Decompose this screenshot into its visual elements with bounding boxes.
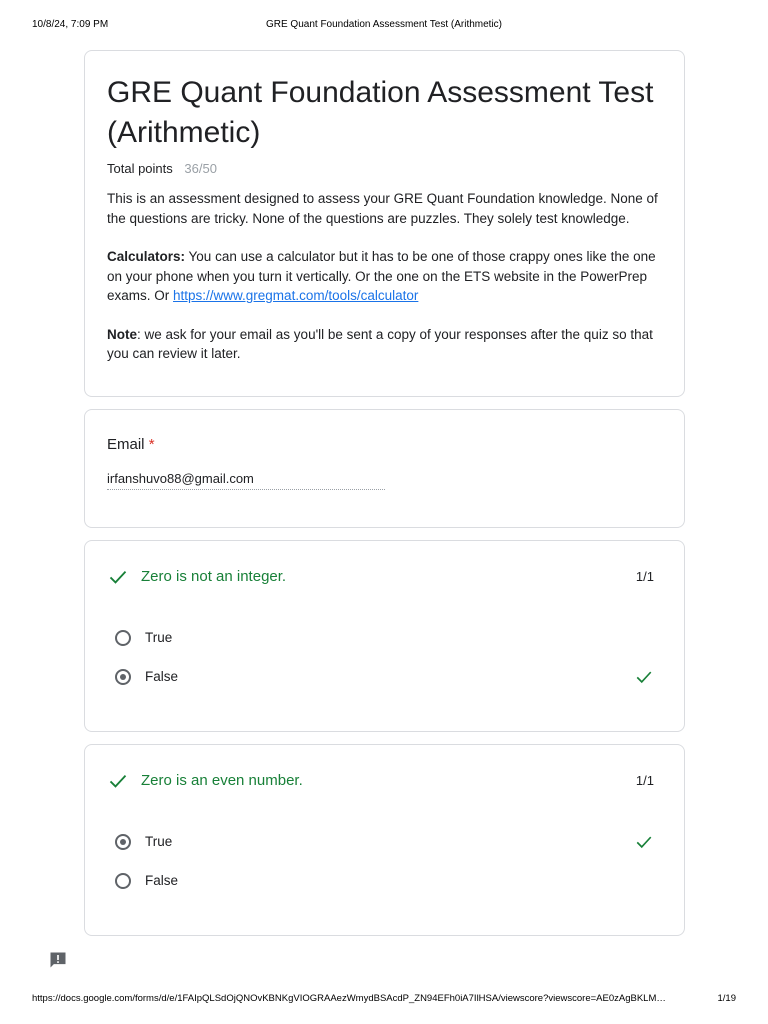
email-field[interactable]: irfanshuvo88@gmail.com (107, 471, 385, 490)
calculator-link[interactable]: https://www.gregmat.com/tools/calculator (173, 288, 419, 303)
calculators-text: You can use a calculator but it has to be one of those crappy ones like the one on your phone when you turn it vertically. Or the one on the ETS website in the PowerPrep exams. Or (107, 249, 656, 303)
radio-selected[interactable] (115, 834, 131, 850)
description-intro: This is an assessment designed to assess your GRE Quant Foundation knowledge. None of the questions are tricky. None of the questions are puzzles. They solely test knowledge. (107, 191, 658, 226)
radio-unselected[interactable] (115, 873, 131, 889)
check-icon (107, 771, 129, 791)
form-header-card (84, 50, 685, 397)
question-score: 1/1 (635, 569, 654, 584)
total-points-value: 36/50 (184, 161, 217, 176)
correct-check-icon (634, 833, 654, 851)
total-points-label: Total points (107, 161, 173, 176)
note-text: : we ask for your email as you'll be sent a copy of your responses after the quiz so that you can review it later. (107, 326, 653, 361)
description-calculators (107, 247, 662, 306)
print-doc-title: GRE Quant Foundation Assessment Test (Arithmetic) (265, 19, 503, 30)
question-header (107, 770, 654, 792)
option-true[interactable] (115, 833, 654, 855)
question-text: Zero is an even number. (141, 772, 303, 789)
calculators-label: Calculators: (107, 249, 186, 264)
description-note (107, 325, 662, 364)
print-footer (32, 993, 736, 1007)
option-label: False (145, 873, 179, 888)
report-feedback-icon[interactable] (48, 950, 68, 970)
question-score: 1/1 (635, 773, 654, 788)
email-card (84, 409, 685, 528)
question-card (84, 744, 685, 936)
print-page-number: 1/19 (717, 993, 736, 1004)
form-title: GRE Quant Foundation Assessment Test (Arithmetic) (107, 76, 654, 149)
radio-unselected[interactable] (115, 630, 131, 646)
print-url: https://docs.google.com/forms/d/e/1FAIpQLSdOjQNOvKBNKgVIOGRAAezWmydBSAcdP_ZN94EFh0iA7IlHSA/viewscore?viewscore=AE0zAgBKLM… (32, 993, 666, 1004)
required-asterisk: * (148, 436, 155, 453)
option-label: True (145, 834, 173, 849)
option-label: True (145, 630, 173, 645)
total-points (107, 161, 662, 176)
correct-check-icon (634, 668, 654, 686)
question-header (107, 566, 654, 588)
radio-selected[interactable] (115, 669, 131, 685)
print-datetime: 10/8/24, 7:09 PM (32, 19, 109, 30)
form-description (107, 189, 662, 364)
note-label: Note (107, 326, 137, 342)
question-text: Zero is not an integer. (141, 568, 287, 585)
option-false[interactable] (115, 668, 654, 690)
email-label-text: Email (107, 436, 145, 453)
option-true[interactable] (115, 629, 654, 651)
option-false[interactable] (115, 872, 654, 894)
check-icon (107, 567, 129, 587)
option-label: False (145, 669, 179, 684)
print-header (32, 19, 736, 33)
question-card (84, 540, 685, 732)
email-label (107, 436, 662, 453)
